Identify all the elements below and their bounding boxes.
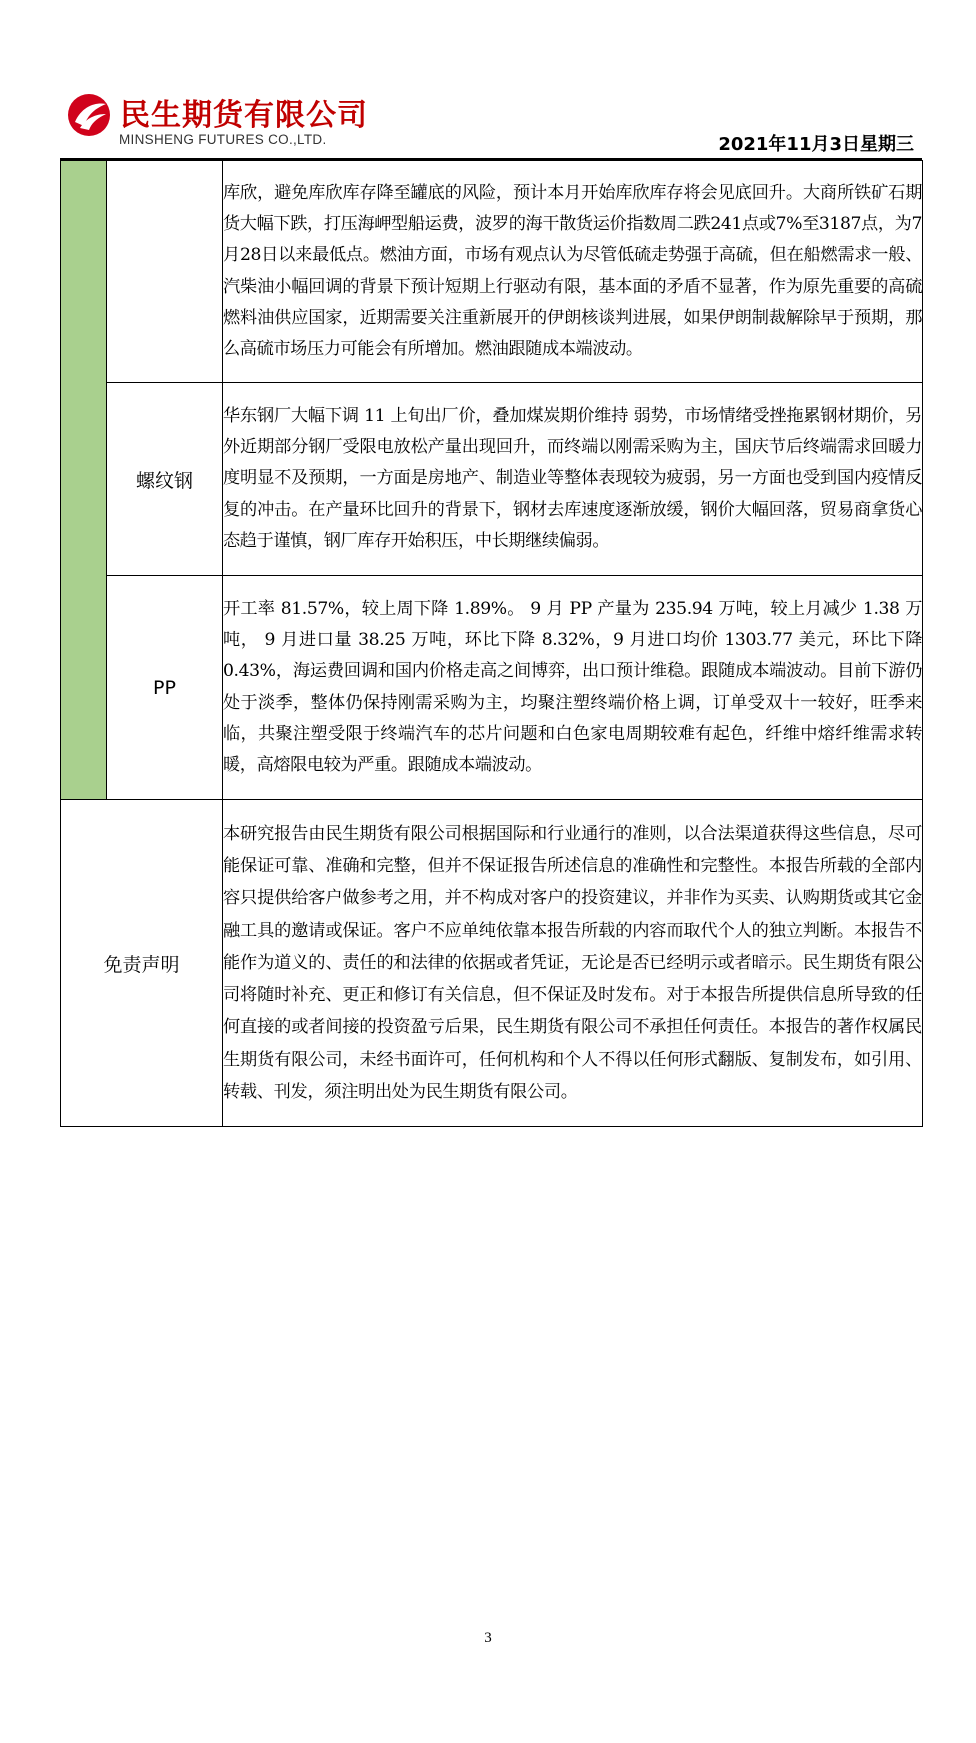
disclaimer-text: 本研究报告由民生期货有限公司根据国际和行业通行的准则，以合法渠道获得这些信息，尽可能保证可靠、准确和完整，但并不保证报告所述信息的准确性和完整性。本报告所载的全部内容只提供给客户做参考之用，并不构成对客户的投资建议，并非作为买卖、认购期货或其它金融工具的邀请或保证。客户不应单纯依靠本报告所载的内容而取代个人的独立判断。本报告不能作为道义的、责任的和法律的依据或者凭证，无论是否已经明示或者暗示。民生期货有限公司将随时补充、更正和修订有关信息，但不保证及时发布。对于本报告所提供信息所导致的任何直接的或者间接的投资盈亏后果，民生期货有限公司不承担任何责任。本报告的著作权属民生期货有限公司，未经书面许可，任何机构和个人不得以任何形式翻版、复制发布，如引用、转载、刊发，须注明出处为民生期货有限公司。 — [223, 800, 923, 1127]
minsheng-logo-icon — [66, 92, 112, 138]
commentary-cell: 华东钢厂大幅下调 11 上旬出厂价，叠加煤炭期价维持 弱势，市场情绪受挫拖累钢材期价，另外近期部分钢厂受限电放松产量出现回升，而终端以刚需采购为主，国庆节后终端需求回暖力度明显不及预期，一方面是房地产、制造业等整体表现较为疲弱，另一方面也受到国内疫情反复的冲击。在产量环比回升的背景下，钢材去库速度逐渐放缓，钢价大幅回落，贸易商拿货心态趋于谨慎，钢厂库存开始积压，中长期继续偏弱。 — [223, 383, 923, 576]
page-number: 3 — [484, 1630, 492, 1646]
section-color-bar — [61, 161, 107, 800]
commodity-name-cell: 螺纹钢 — [107, 383, 223, 576]
disclaimer-label: 免责声明 — [61, 800, 223, 1127]
table-row — [61, 576, 923, 800]
report-date: 2021年11月3日星期三 — [718, 134, 914, 155]
commentary-cell: 库欣，避免库欣库存降至罐底的风险，预计本月开始库欣库存将会见底回升。大商所铁矿石期货大幅下跌，打压海岬型船运费，波罗的海干散货运价指数周二跌241点或7%至3187点，为7月28日以来最低点。燃油方面，市场有观点认为尽管低硫走势强于高硫，但在船燃需求一般、汽柴油小幅回调的背景下预计短期上行驱动有限，基本面的矛盾不显著，作为原先重要的高硫燃料油供应国家，近期需要关注重新展开的伊朗核谈判进展，如果伊朗制裁解除早于预期，那么高硫市场压力可能会有所增加。燃油跟随成本端波动。 — [223, 161, 923, 383]
commentary-cell: 开工率 81.57%，较上周下降 1.89%。 9 月 PP 产量为 235.94 万吨，较上月减少 1.38 万吨， 9 月进口量 38.25 万吨，环比下降 8.32%，9 月进口均价 1303.77 美元，环比下降 0.43%，海运费回调和国内价格走高之间博弈，出口预计维稳。跟随成本端波动。目前下游仍处于淡季，整体仍保持刚需采购为主，均聚注塑终端价格上调，订单受双十一较好，旺季来临，共聚注塑受限于终端汽车的芯片问题和白色家电周期较难有起色，纤维中熔纤维需求转暖，高熔限电较为严重。跟随成本端波动。 — [223, 576, 923, 800]
page-header — [60, 88, 920, 158]
commodity-name-cell — [107, 161, 223, 383]
table-row — [61, 383, 923, 576]
company-name-cn: 民生期货有限公司 — [120, 98, 368, 133]
company-logo — [60, 88, 380, 154]
company-name-en: MINSHENG FUTURES CO.,LTD. — [119, 132, 327, 147]
commodity-commentary-table — [60, 160, 923, 1127]
table-row — [61, 161, 923, 383]
disclaimer-row — [61, 800, 923, 1127]
commodity-name-cell: PP — [107, 576, 223, 800]
